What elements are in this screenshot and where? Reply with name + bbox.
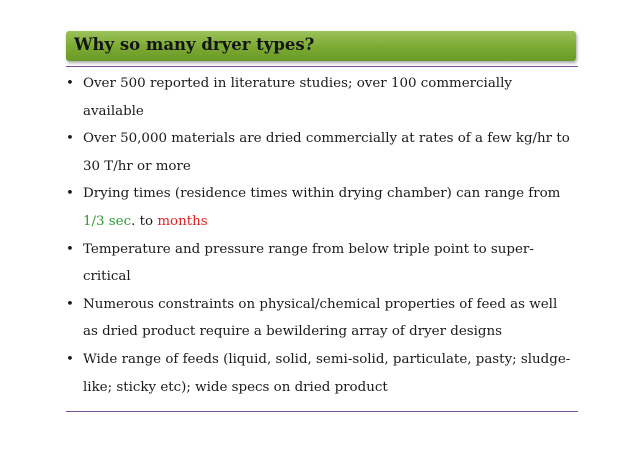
bottom-divider: [66, 411, 578, 412]
bullet-text: 30 T/hr or more: [83, 158, 191, 174]
bullet-item: [64, 291, 584, 346]
bullet-text: available: [83, 103, 144, 119]
bullet-text: as dried product require a bewildering array of dryer designs: [83, 324, 502, 340]
slide-title-bar: [66, 31, 576, 61]
bullet-text: Numerous constraints on physical/chemical properties of feed as well: [83, 296, 558, 312]
bullet-list: [64, 70, 584, 401]
bullet-text: like; sticky etc); wide specs on dried product: [83, 379, 388, 395]
bullet-dot-icon: •: [66, 76, 74, 91]
bullet-dot-icon: •: [66, 131, 74, 147]
bullet-item: [64, 125, 584, 180]
bullet-text: Over 50,000 materials are dried commercially at rates of a few kg/hr to: [83, 131, 570, 147]
bullet-item: [64, 70, 584, 125]
bullet-item: [64, 180, 584, 235]
highlight-min-time: 1/3 sec: [83, 213, 132, 229]
bullet-text: Drying times (residence times within drying chamber) can range from: [83, 186, 561, 202]
highlight-max-time: months: [157, 213, 208, 229]
bullet-text: critical: [83, 269, 131, 285]
bullet-dot-icon: •: [66, 186, 74, 202]
bullet-text: Temperature and pressure range from below triple point to super-: [83, 241, 534, 257]
bullet-text: Over 500 reported in literature studies; over 100 commercially: [83, 76, 512, 91]
connector-text: . to: [131, 213, 158, 229]
bullet-item: [64, 236, 584, 291]
bullet-text: [83, 208, 584, 236]
slide-title: Why so many dryer types?: [74, 35, 315, 54]
bullet-dot-icon: •: [66, 296, 74, 312]
bullet-dot-icon: •: [66, 241, 74, 257]
bullet-item: [64, 346, 584, 401]
bullet-text: Wide range of feeds (liquid, solid, semi-solid, particulate, pasty; sludge-: [83, 351, 571, 367]
bullet-dot-icon: •: [66, 351, 74, 367]
title-divider: [66, 66, 578, 67]
